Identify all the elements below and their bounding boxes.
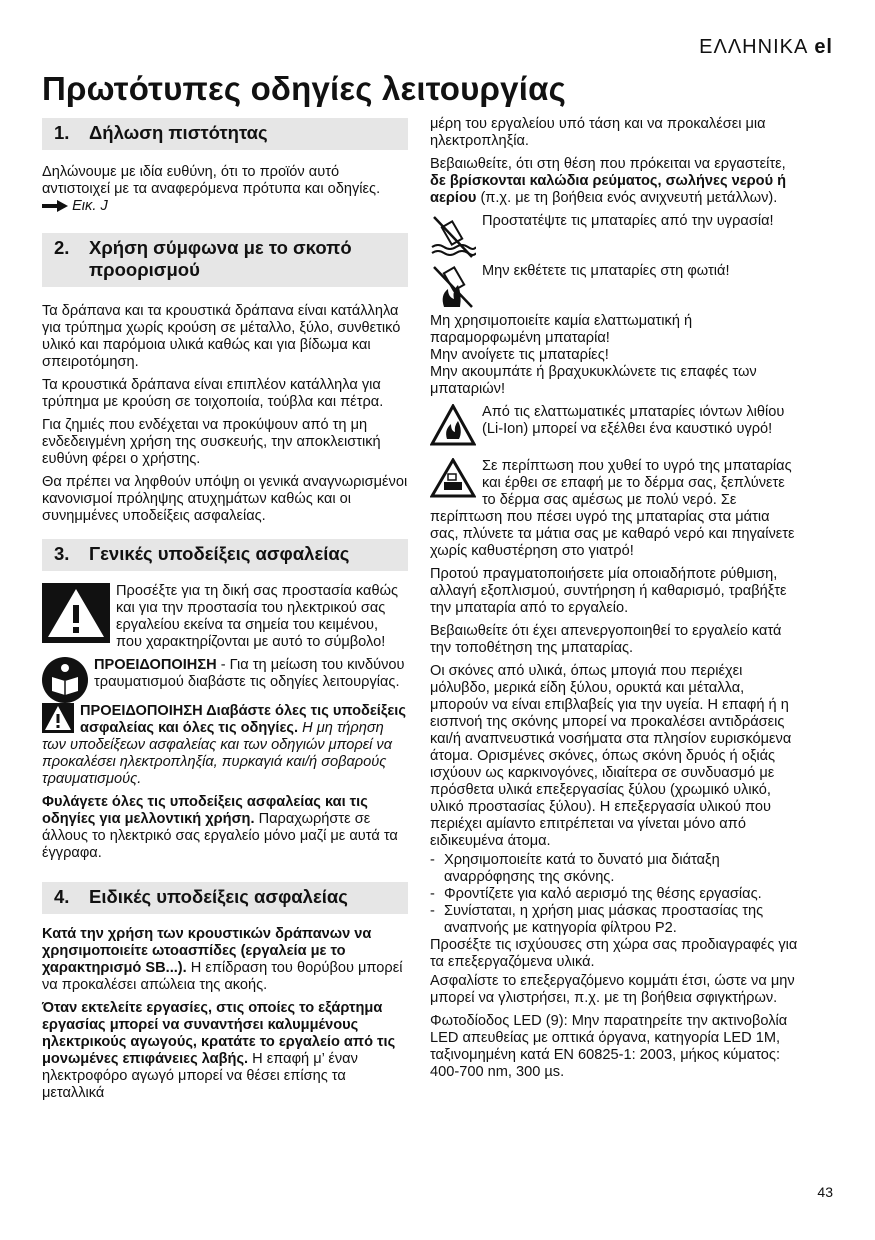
- paragraph: Οι σκόνες από υλικά, όπως μπογιά που περιέχει μόλυβδο, μερικά είδη ξύλου, ορυκτά και μέταλλα, μπορούν να είναι επιβλαβείς για την υγεία. Η επαφή ή η εισπνοή της σκόνης μπορεί να προκαλέσει αντιδράσεις και/ή αναπνευστικά νοσήματα στα πλησίον ευρισκόμενα άτομα. Ορισμένες σκόνες, όπως σκόνη δρυός ή οξιάς ισχύουν ως καρκινογόνες, ιδιαίτερα σε συνδυασμό με πρόσθετα υλικά επεξεργασίας ξύλου (χρωμικό υλικό, υλικό προστασίας ξύλου). Η επεξεργασία υλικού που περιέχει αμίαντο επιτρέπεται να γίνεται μόνο από ειδικευμένα άτομα.: [430, 663, 792, 849]
- paragraph: μέρη του εργαλείου υπό τάση και να προκαλέσει μια ηλεκτροπληξία.: [430, 116, 766, 149]
- list-item: - Φροντίζετε για καλό αερισμό της θέσης εργασίας.: [430, 886, 762, 902]
- paragraph: Βεβαιωθείτε ότι έχει απενεργοποιηθεί το εργαλείο κατά την τοποθέτηση της μπαταρίας.: [430, 623, 782, 656]
- paragraph: Προσέξτε τις ισχύουσες στη χώρα σας προδιαγραφές για τα επεξεργαζόμενα υλικά.: [430, 937, 798, 970]
- language-indicator: ΕΛΛΗΝΙΚΑ el: [699, 36, 833, 58]
- warning-triangle-icon: [42, 583, 110, 643]
- no-fire-battery-icon: [430, 263, 476, 309]
- page-title: Πρωτότυπες οδηγίες λειτουργίας: [42, 70, 566, 107]
- icon-note: Σε περίπτωση που χυθεί το υγρό της μπαταρίας και έρθει σε επαφή με το δέρμα σας, ξεπλύνετε το δέρμα σας αμέσως με πολύ νερό. Σε περίπτωση που πέσει υγρό της μπαταρίας στα μάτια σας, πλύνετε τα μάτια σας με καθαρό νερό και πηγαίνετε χωρίς καθυστέρηση στο γιατρό!: [430, 458, 795, 559]
- paragraph: Βεβαιωθείτε, ότι στη θέση που πρόκειται να εργαστείτε, δε βρίσκονται καλώδια ρεύματος, σωλήνες νερού ή αερίου (π.χ. με τη βοήθεια ενός ανιχνευτή μετάλλων).: [430, 156, 787, 206]
- paragraph: Τα κρουστικά δράπανα είναι επιπλέον κατάλληλα για τρύπημα με κρούση σε τοιχοποιία, τούβλα και πέτρα.: [42, 377, 384, 410]
- paragraph: Κατά την χρήση των κρουστικών δράπανων να χρησιμοποιείτε ωτοασπίδες (εργαλεία με το χαρακτηρισμό SB...). Η επίδραση του θορύβου μπορεί να προκαλέσει απώλεια της ακοής.: [42, 926, 403, 993]
- list-item: - Χρησιμοποιείτε κατά το δυνατό μια διάταξη αναρρόφησης της σκόνης.: [430, 852, 720, 885]
- paragraph: Δηλώνουμε με ιδία ευθύνη, ότι το προϊόν αυτό αντιστοιχεί με τα αναφερόμενα πρότυπα και οδηγίες. Εικ. J: [42, 164, 381, 214]
- section-heading-2: 2. Χρήση σύμφωνα με το σκοπό προορισμού: [42, 233, 408, 287]
- read-manual-icon: [42, 657, 88, 703]
- bullet-list: [430, 852, 800, 937]
- page-number: 43: [817, 1184, 833, 1200]
- warning-triangle-small-icon: [42, 703, 74, 733]
- paragraph: Όταν εκτελείτε εργασίες, στις οποίες το εξάρτημα εργασίας μπορεί να συναντήσει καλυμμένους ηλεκτρικούς αγωγούς, κρατάτε το εργαλείο από τις μονωμένες επιφάνειες λαβής. Η επαφή μ’ έναν ηλεκτροφόρο αγωγό μπορεί να θέσει επίσης τα μεταλλικά: [42, 1000, 396, 1101]
- paragraph: ΠΡΟΕΙΔΟΠΟΙΗΣΗ - Για τη μείωση του κινδύνου τραυματισμού διαβάστε τις οδηγίες λειτουργίας.: [42, 657, 408, 691]
- paragraph: Φυλάγετε όλες τις υποδείξεις ασφαλείας και τις οδηγίες για μελλοντική χρήση. Παραχωρήστε σε άλλους το ηλεκτρικό σας εργαλείο μόνο μαζί με αυτά τα έγγραφα.: [42, 794, 398, 861]
- paragraph: Προσέξτε για τη δική σας προστασία καθώς και για την προστασία του ηλεκτρικού σας εργαλείου εκείνα τα σημεία του κειμένου, που χαρακτηρίζονται με αυτό το σύμβολο!: [42, 583, 408, 651]
- paragraph: Φωτοδίοδος LED (9): Μην παρατηρείτε την ακτινοβολία LED απευθείας με οπτικά όργανα, κατηγορία LED 1M, ταξινομημένη κατά EN 60825-1: 2003, μήκος κύματος: 400-700 nm, 300 µs.: [430, 1013, 788, 1080]
- corrosive-warning-icon: [430, 458, 476, 498]
- paragraph: Για ζημιές που ενδέχεται να προκύψουν από τη μη ενδεδειγμένη χρήση της συσκευής, την αποκλειστική ευθύνη φέρει ο χρήστης.: [42, 417, 381, 467]
- icon-note: Προστατέψτε τις μπαταρίες από την υγρασία!: [430, 213, 800, 257]
- no-moisture-battery-icon: [430, 213, 476, 259]
- icon-note: Μην εκθέτετε τις μπαταρίες στη φωτιά!: [430, 263, 800, 307]
- flammable-warning-icon: [430, 404, 476, 446]
- paragraph: Τα δράπανα και τα κρουστικά δράπανα είναι κατάλληλα για τρύπημα χωρίς κρούση σε μέταλλο, ξύλο, συνθετικό υλικό και παρόμοια υλικά καθώς και για βίδωμα και σπειροτόμηση.: [42, 303, 401, 370]
- section-heading-4: 4. Ειδικές υποδείξεις ασφαλείας: [42, 882, 408, 914]
- right-column: [430, 116, 800, 1087]
- section-heading-1: 1. Δήλωση πιστότητας: [42, 118, 408, 150]
- list-item: - Συνίσταται, η χρήση μιας μάσκας προστασίας της αναπνοής με κατηγορία φίλτρου P2.: [430, 903, 764, 936]
- paragraph: ΠΡΟΕΙΔΟΠΟΙΗΣΗ Διαβάστε όλες τις υποδείξεις ασφαλείας και όλες τις οδηγίες. Η μη τήρηση των υποδείξεων ασφαλείας και των οδηγιών μπορεί να προκαλέσει ηλεκτροπληξία, πυρκαγιά και/ή σοβαρούς τραυματισμούς.: [42, 703, 406, 787]
- paragraph: Θα πρέπει να ληφθούν υπόψη οι γενικά αναγνωρισμένοι κανονισμοί πρόληψης ατυχημάτων καθώς και οι συνημμένες υποδείξεις ασφαλείας.: [42, 474, 408, 524]
- left-column: [42, 118, 408, 1108]
- paragraph: Ασφαλίστε το επεξεργαζόμενο κομμάτι έτσι, ώστε να μην μπορεί να γλιστρήσει, π.χ. με τη βοήθεια σφιγκτήρων.: [430, 973, 795, 1006]
- section-heading-3: 3. Γενικές υποδείξεις ασφαλείας: [42, 539, 408, 571]
- paragraph: Μη χρησιμοποιείτε καμία ελαττωματική ή παραμορφωμένη μπαταρία! Μην ανοίγετε τις μπαταρίες! Μην ακουμπάτε ή βραχυκυκλώνετε τις επαφές των μπαταριών!: [430, 313, 757, 397]
- paragraph: Προτού πραγματοποιήσετε μία οποιαδήποτε ρύθμιση, αλλαγή εξοπλισμού, συντήρηση ή καθαρισμό, τραβήξτε την μπαταρία από το εργαλείο.: [430, 566, 787, 616]
- icon-note: Από τις ελαττωματικές μπαταρίες ιόντων λιθίου (Li-Ion) μπορεί να εξέλθει ένα καυστικό υγρό!: [430, 404, 800, 452]
- arrow-right-icon: [42, 200, 68, 212]
